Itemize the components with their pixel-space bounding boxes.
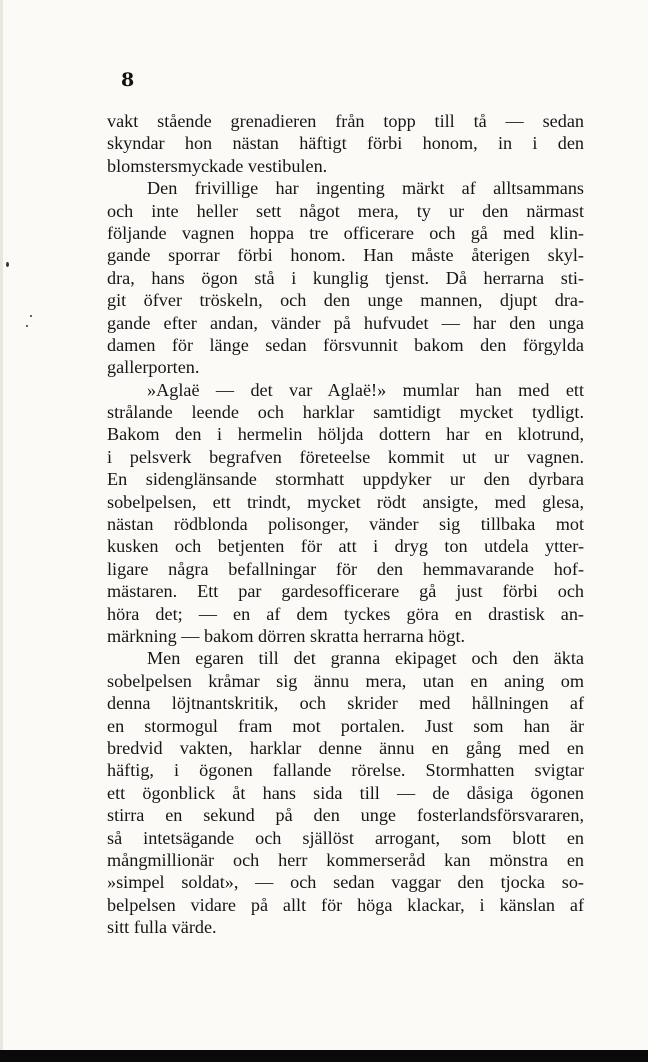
text-line: denna löjtnantskritik, och skrider med hållningen af (107, 693, 584, 714)
text-line: vakt stående grenadieren från topp till tå — sedan (107, 111, 584, 131)
paragraph (107, 110, 584, 177)
text-line: märkning — bakom dörren skratta herrarna högt. (107, 625, 466, 646)
scan-bottom-edge (0, 1050, 648, 1062)
text-line: »simpel soldat», — och sedan vaggar den tjocka so- (107, 872, 584, 893)
page-number: 8 (121, 69, 135, 91)
text-line: så intetsägande och själlöst arrogant, som blott en (107, 827, 584, 848)
text-line: mästaren. Ett par gardesofficerare gå just förbi och (107, 581, 584, 602)
text-line: sobelpelsen, ett trindt, mycket rödt ansigte, med glesa, (107, 491, 584, 512)
text-line: nästan rödblonda polisonger, vänder sig tillbaka mot (107, 514, 584, 535)
text-line: gande sporrar förbi honom. Han måste återigen skyl- (107, 245, 584, 266)
text-line: gallerporten. (107, 357, 200, 378)
speck-mark (6, 262, 9, 267)
text-line: sitt fulla värde. (107, 917, 217, 938)
speck-mark (30, 315, 32, 317)
text-line: följande vagnen hoppa tre officerare och gå med klin- (107, 222, 584, 243)
text-line: en stormogul fram mot portalen. Just som han är (107, 715, 584, 736)
text-line: strålande leende och harklar samtidigt mycket tydligt. (107, 402, 584, 423)
text-line: git öfver tröskeln, och den unge mannen, djupt dra- (107, 290, 584, 311)
paragraph (107, 379, 584, 648)
body-text (107, 110, 584, 938)
text-line: gande efter andan, vänder på hufvudet — har den unga (107, 312, 584, 333)
text-line: mångmillionär och herr kommerseråd kan mönstra en (107, 849, 584, 870)
text-line: dra, hans ögon stå i kunglig tjenst. Då herrarna sti- (107, 267, 584, 288)
text-line: skyndar hon nästan häftigt förbi honom, in i den (107, 133, 584, 154)
text-line: och inte heller sett något mera, ty ur den närmast (107, 200, 584, 221)
text-line: höra det; — en af dem tyckes göra en drastisk an- (107, 603, 584, 624)
text-line: Bakom den i hermelin höljda dottern har en klotrund, (107, 424, 584, 445)
text-line: sobelpelsen kråmar sig ännu mera, utan en aning om (107, 670, 584, 691)
page-left-edge (0, 0, 3, 1062)
text-line: Men egaren till det granna ekipaget och den äkta (147, 648, 584, 669)
text-line: i pelsverk begrafven företeelse kommit ut ur vagnen. (107, 446, 584, 467)
paragraph (107, 177, 584, 379)
text-line: kusken och betjenten för att i dryg ton utdela ytter- (107, 536, 584, 557)
text-line: blomstersmyckade vestibulen. (107, 155, 328, 176)
text-line: bredvid vakten, harklar denne ännu en gång med en (107, 737, 584, 758)
text-line: ett ögonblick åt hans sida till — de dåsiga ögonen (107, 782, 584, 803)
text-line: En sidenglänsande stormhatt uppdyker ur den dyrbara (107, 469, 584, 490)
paragraph (107, 647, 584, 938)
text-line: »Aglaë — det var Aglaë!» mumlar han med ett (147, 379, 584, 400)
speck-mark (26, 325, 28, 327)
text-line: häftig, i ögonen fallande rörelse. Stormhatten svigtar (107, 760, 584, 781)
text-line: stirra en sekund på den unge fosterlandsförsvararen, (107, 805, 584, 826)
text-line: Den frivillige har ingenting märkt af alltsammans (147, 178, 584, 199)
text-line: belpelsen vidare på allt för höga klackar, i känslan af (107, 894, 584, 915)
text-line: damen för länge sedan försvunnit bakom den förgylda (107, 334, 584, 355)
text-line: ligare några befallningar för den hemmavarande hof- (107, 558, 584, 579)
